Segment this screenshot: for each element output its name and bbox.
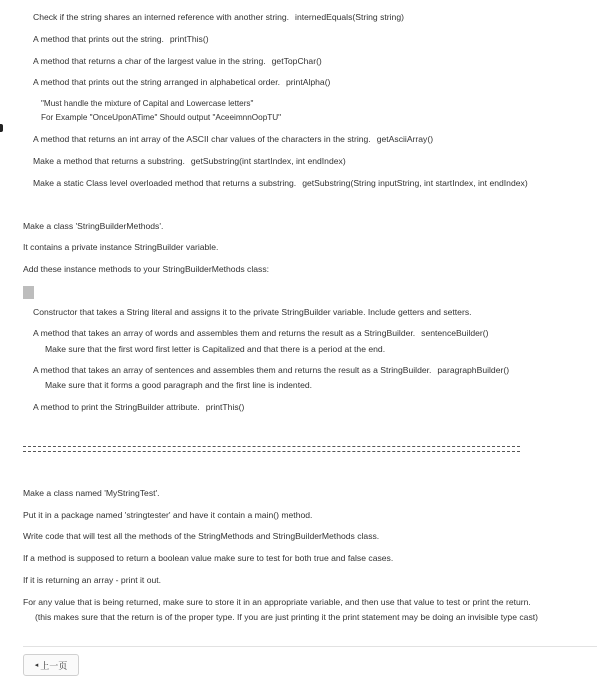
string-method-get-substring: Make a method that returns a substring. getSubstring(int startIndex, int endIndex): [33, 156, 346, 166]
builder-method-print-this: A method to print the StringBuilder attribute. printThis(): [33, 402, 245, 412]
builder-intro-methods: Add these instance methods to your StringBuilderMethods class:: [23, 264, 270, 274]
sentence-builder-note: Make sure that the first word first letter is Capitalized and that there is a period at the end.: [45, 344, 386, 354]
print-alpha-note-example: For Example "OnceUponATime" Should output "AceeimnnOopTU": [41, 113, 282, 122]
placeholder-block: [23, 286, 34, 299]
builder-method-sentence-builder: A method that takes an array of words and assembles them and returns the result as a StringBuilder. sentenceBuilder(): [33, 328, 489, 338]
test-instruction-type-note: (this makes sure that the return is of the proper type. If you are just printing it the print statement may be doing an invisible type cast): [35, 612, 538, 622]
test-instruction-class: Make a class named 'MyStringTest'.: [23, 488, 160, 498]
test-instruction-package: Put it in a package named 'stringtester' and have it contain a main() method.: [23, 510, 313, 520]
section-separator: [23, 446, 520, 452]
string-method-interned-equals: Check if the string shares an interned reference with another string. internedEquals(String string): [33, 12, 404, 22]
footer-divider: [23, 646, 597, 647]
print-alpha-note-case: "Must handle the mixture of Capital and Lowercase letters": [41, 99, 254, 108]
test-instruction-array: If it is returning an array - print it out.: [23, 575, 162, 585]
paragraph-builder-note: Make sure that it forms a good paragraph and the first line is indented.: [45, 380, 313, 390]
builder-intro-variable: It contains a private instance StringBuilder variable.: [23, 242, 219, 252]
builder-method-constructor: Constructor that takes a String literal and assigns it to the private StringBuilder variable. Include getters and setters.: [33, 307, 472, 317]
chevron-left-icon: ◂: [34, 662, 39, 669]
builder-method-paragraph-builder: A method that takes an array of sentences and assembles them and returns the result as a StringBuilder. paragraphBuilder(): [33, 365, 510, 375]
string-method-get-ascii-array: A method that returns an int array of the ASCII char values of the characters in the string. getAsciiArray(): [33, 134, 434, 144]
test-instruction-store-value: For any value that is being returned, make sure to store it in an appropriate variable, and then use that value to test or print the return.: [23, 597, 531, 607]
test-instruction-test-all: Write code that will test all the methods of the StringMethods and StringBuilderMethods class.: [23, 531, 380, 541]
test-instruction-boolean: If a method is supposed to return a boolean value make sure to test for both true and false cases.: [23, 553, 394, 563]
previous-page-label: 上一页: [40, 660, 68, 671]
string-method-get-substring-static: Make a static Class level overloaded method that returns a substring. getSubstring(String inputString, int startIndex, int endIndex): [33, 178, 528, 188]
string-method-print-alpha: A method that prints out the string arranged in alphabetical order. printAlpha(): [33, 77, 331, 87]
string-method-print-this: A method that prints out the string. printThis(): [33, 34, 209, 44]
edge-marker: [0, 124, 3, 132]
string-method-get-top-char: A method that returns a char of the largest value in the string. getTopChar(): [33, 56, 322, 66]
builder-intro-class: Make a class 'StringBuilderMethods'.: [23, 221, 164, 231]
previous-page-button[interactable]: [23, 654, 79, 676]
